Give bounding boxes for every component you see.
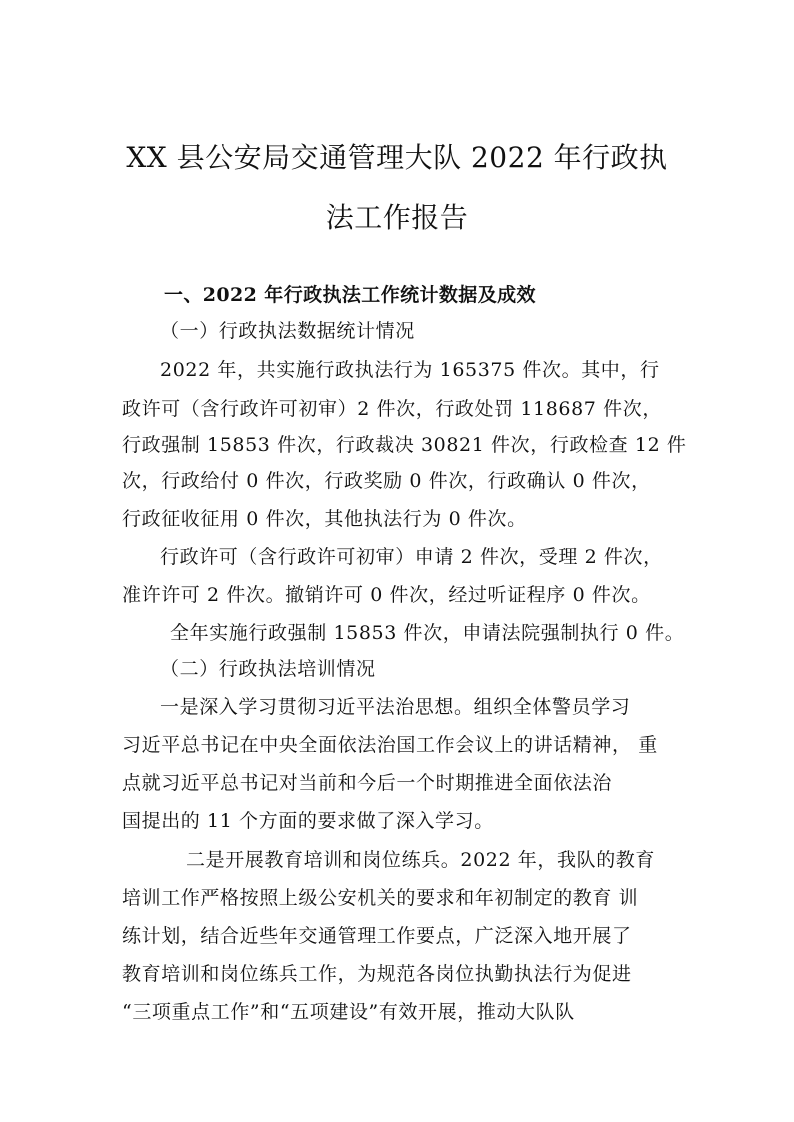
body-line: 行政强制 15853 件次，行政裁决 30821 件次，行政检查 12 件 (122, 434, 687, 456)
body-line: 一是深入学习贯彻习近平法治思想。组织全体警员学习 (160, 696, 631, 718)
body-line: 全年实施行政强制 15853 件次，申请法院强制执行 0 件。 (170, 622, 685, 644)
subsection-heading-2: （二）行政执法培训情况 (160, 658, 376, 680)
body-line: 练计划，结合近些年交通管理工作要点，广泛深入地开展了 (122, 925, 632, 947)
body-line: 国提出的 11 个方面的要求做了深入学习。 (122, 810, 494, 832)
body-line: 2022 年，共实施行政执法行为 165375 件次。其中，行 (160, 359, 660, 381)
body-line: 准许许可 2 件次。撤销许可 0 件次，经过听证程序 0 件次。 (122, 584, 651, 606)
subsection-heading-1: （一）行政执法数据统计情况 (160, 320, 415, 342)
body-line: 行政征收征用 0 件次，其他执法行为 0 件次。 (122, 508, 527, 530)
body-line: “三项重点工作”和“五项建设”有效开展，推动大队队 (122, 1001, 575, 1023)
body-line: 政许可（含行政许可初审）2 件次，行政处罚 118687 件次， (122, 398, 662, 420)
body-line: 次，行政给付 0 件次，行政奖励 0 件次，行政确认 0 件次， (122, 470, 651, 492)
body-line: 教育培训和岗位练兵工作，为规范各岗位执勤执法行为促进 (122, 963, 632, 985)
section-heading-1: 一、2022 年行政执法工作统计数据及成效 (164, 284, 536, 306)
body-line: 点就习近平总书记对当前和今后一个时期推进全面依法治 (122, 772, 613, 794)
document-title-line-1: XX 县公安局交通管理大队 2022 年行政执 (126, 141, 668, 174)
body-line: 习近平总书记在中央全面依法治国工作会议上的讲话精神， 重 (122, 734, 658, 756)
body-line: 二是开展教育培训和岗位练兵。2022 年，我队的教育 (186, 849, 655, 871)
body-line: 培训工作严格按照上级公安机关的要求和年初制定的教育 训 (122, 887, 639, 909)
body-line: 行政许可（含行政许可初审）申请 2 件次，受理 2 件次， (160, 546, 663, 568)
document-title-line-2: 法工作报告 (325, 201, 469, 234)
